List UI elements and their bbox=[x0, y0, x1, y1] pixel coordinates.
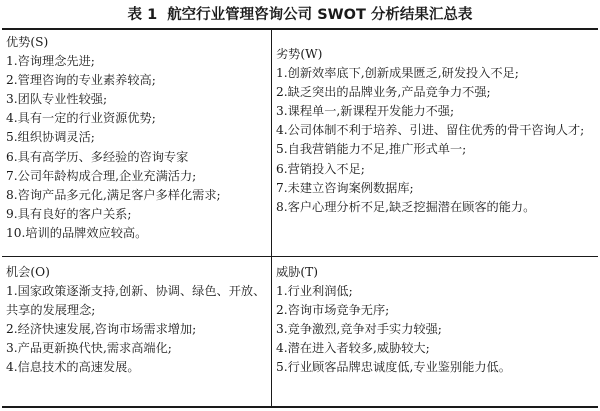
strengths-heading: 优势(S) bbox=[6, 35, 49, 49]
list-item: 7.公司年龄构成合理,企业充满活力; bbox=[6, 168, 197, 183]
list-item: 8.客户心理分析不足,缺乏挖掘潜在顾客的能力。 bbox=[276, 199, 536, 214]
table-title-text: 航空行业管理咨询公司 SWOT 分析结果汇总表 bbox=[167, 7, 473, 23]
list-item: 3.产品更新换代快,需求高端化; bbox=[6, 341, 172, 356]
list-item: 6.营销投入不足; bbox=[276, 161, 365, 176]
list-item: 8.咨询产品多元化,满足客户多样化需求; bbox=[6, 187, 221, 202]
list-item: 4.潜在进入者较多,威胁较大; bbox=[276, 341, 430, 356]
list-item: 1.咨询理念先进; bbox=[6, 54, 95, 69]
strengths-cell bbox=[6, 33, 268, 243]
table-middle-rule bbox=[2, 256, 598, 257]
threats-list bbox=[276, 282, 594, 377]
table-bottom-rule bbox=[2, 406, 598, 408]
list-item: 3.课程单一,新课程开发能力不强; bbox=[276, 104, 455, 119]
table-title bbox=[0, 4, 600, 26]
weaknesses-cell bbox=[276, 45, 594, 217]
list-item: 7.未建立咨询案例数据库; bbox=[276, 180, 414, 195]
list-item: 4.公司体制不利于培养、引进、留住优秀的骨干咨询人才; bbox=[276, 123, 585, 138]
list-item: 2.管理咨询的专业素养较高; bbox=[6, 73, 156, 88]
list-item: 4.具有一定的行业资源优势; bbox=[6, 111, 156, 126]
list-item: 1.行业利润低; bbox=[276, 284, 353, 299]
list-item: 2.经济快速发展,咨询市场需求增加; bbox=[6, 322, 197, 337]
list-item: 2.咨询市场竞争无序; bbox=[276, 303, 390, 318]
list-item: 10.培训的品牌效应较高。 bbox=[6, 225, 148, 240]
list-item: 9.具有良好的客户关系; bbox=[6, 206, 132, 221]
list-item: 5.行业顾客品牌忠诚度低,专业鉴别能力低。 bbox=[276, 360, 511, 375]
list-item: 4.信息技术的高速发展。 bbox=[6, 360, 140, 375]
list-item: 5.组织协调灵活; bbox=[6, 130, 95, 145]
list-item: 3.竞争激烈,竞争对手实力较强; bbox=[276, 322, 442, 337]
list-item: 2.缺乏突出的品牌业务,产品竞争力不强; bbox=[276, 85, 491, 100]
threats-heading: 威胁(T) bbox=[276, 265, 319, 279]
table-center-divider bbox=[271, 30, 272, 406]
list-item: 1.创新效率底下,创新成果匮乏,研发投入不足; bbox=[276, 66, 519, 81]
threats-cell bbox=[276, 263, 594, 378]
list-item: 6.具有高学历、多经验的咨询专家 bbox=[6, 149, 189, 164]
table-top-rule bbox=[2, 28, 598, 30]
opportunities-list bbox=[6, 282, 268, 377]
list-item: 3.团队专业性较强; bbox=[6, 92, 108, 107]
list-item: 5.自我营销能力不足,推广形式单一; bbox=[276, 142, 467, 157]
opportunities-cell bbox=[6, 263, 268, 378]
weaknesses-list bbox=[276, 64, 594, 217]
opportunities-heading: 机会(O) bbox=[6, 265, 50, 279]
list-item: 1.国家政策逐渐支持,创新、协调、绿色、开放、共享的发展理念; bbox=[6, 284, 266, 318]
table-number: 表 1 bbox=[127, 7, 158, 23]
strengths-list bbox=[6, 52, 268, 243]
weaknesses-heading: 劣势(W) bbox=[276, 47, 323, 61]
